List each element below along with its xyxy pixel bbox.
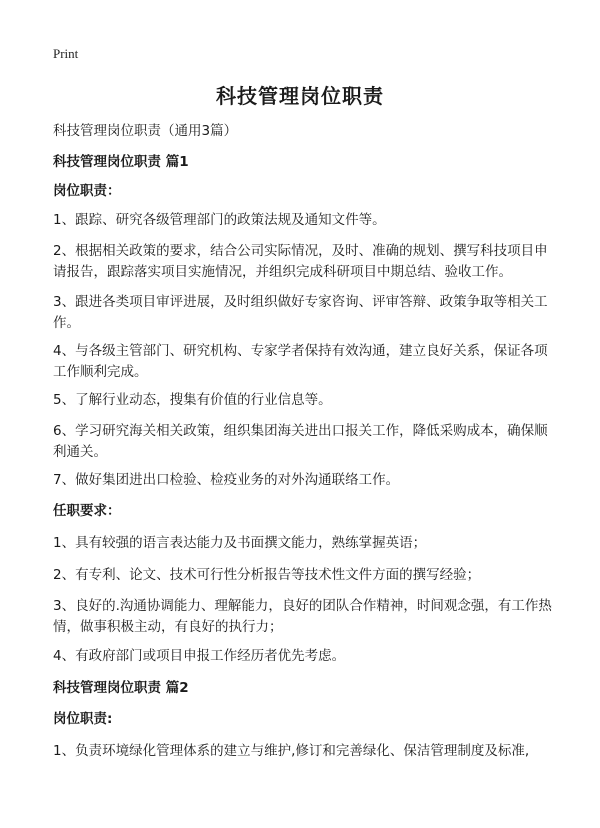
document-subtitle: 科技管理岗位职责（通用3篇）: [53, 123, 238, 139]
section-heading-part2: 科技管理岗位职责 篇2: [53, 680, 189, 696]
requirements-heading: 任职要求：: [53, 503, 121, 519]
duty-item-part2-1: 1、负责环境绿化管理体系的建立与维护,修订和完善绿化、保洁管理制度及标准,: [53, 743, 530, 759]
requirement-item-4: 4、有政府部门或项目申报工作经历者优先考虑。: [53, 648, 346, 664]
duty-item-6: 6、学习研究海关相关政策，组织集团海关进出口报关工作，降低采购成本，确保顺利通关。: [53, 423, 548, 460]
duty-item-5: 5、了解行业动态，搜集有价值的行业信息等。: [53, 392, 332, 408]
duties-heading-part1: 岗位职责：: [53, 183, 121, 199]
page-title: 科技管理岗位职责: [216, 84, 384, 108]
duty-item-1: 1、跟踪、研究各级管理部门的政策法规及通知文件等。: [53, 212, 386, 228]
requirement-item-3: 3、良好的.沟通协调能力、理解能力，良好的团队合作精神，时间观念强，有工作热情，做事积极主动，有良好的执行力；: [53, 598, 552, 635]
requirement-item-1: 1、具有较强的语言表达能力及书面撰文能力，熟练掌握英语；: [53, 535, 427, 551]
duty-item-4: 4、与各级主管部门、研究机构、专家学者保持有效沟通，建立良好关系，保证各项工作顺利完成。: [53, 343, 548, 380]
print-label: Print: [53, 46, 79, 61]
duty-item-2: 2、根据相关政策的要求，结合公司实际情况，及时、准确的规划、撰写科技项目申请报告，跟踪落实项目实施情况，并组织完成科研项目中期总结、验收工作。: [53, 243, 548, 280]
requirement-item-2: 2、有专利、论文、技术可行性分析报告等技术性文件方面的撰写经验；: [53, 567, 481, 583]
duty-item-3: 3、跟进各类项目审评进展，及时组织做好专家咨询、评审答辩、政策争取等相关工作。: [53, 294, 548, 331]
duty-item-7: 7、做好集团进出口检验、检疫业务的对外沟通联络工作。: [53, 472, 400, 488]
section-heading-part1: 科技管理岗位职责 篇1: [53, 154, 189, 170]
duties-heading-part2: 岗位职责:: [53, 711, 113, 727]
